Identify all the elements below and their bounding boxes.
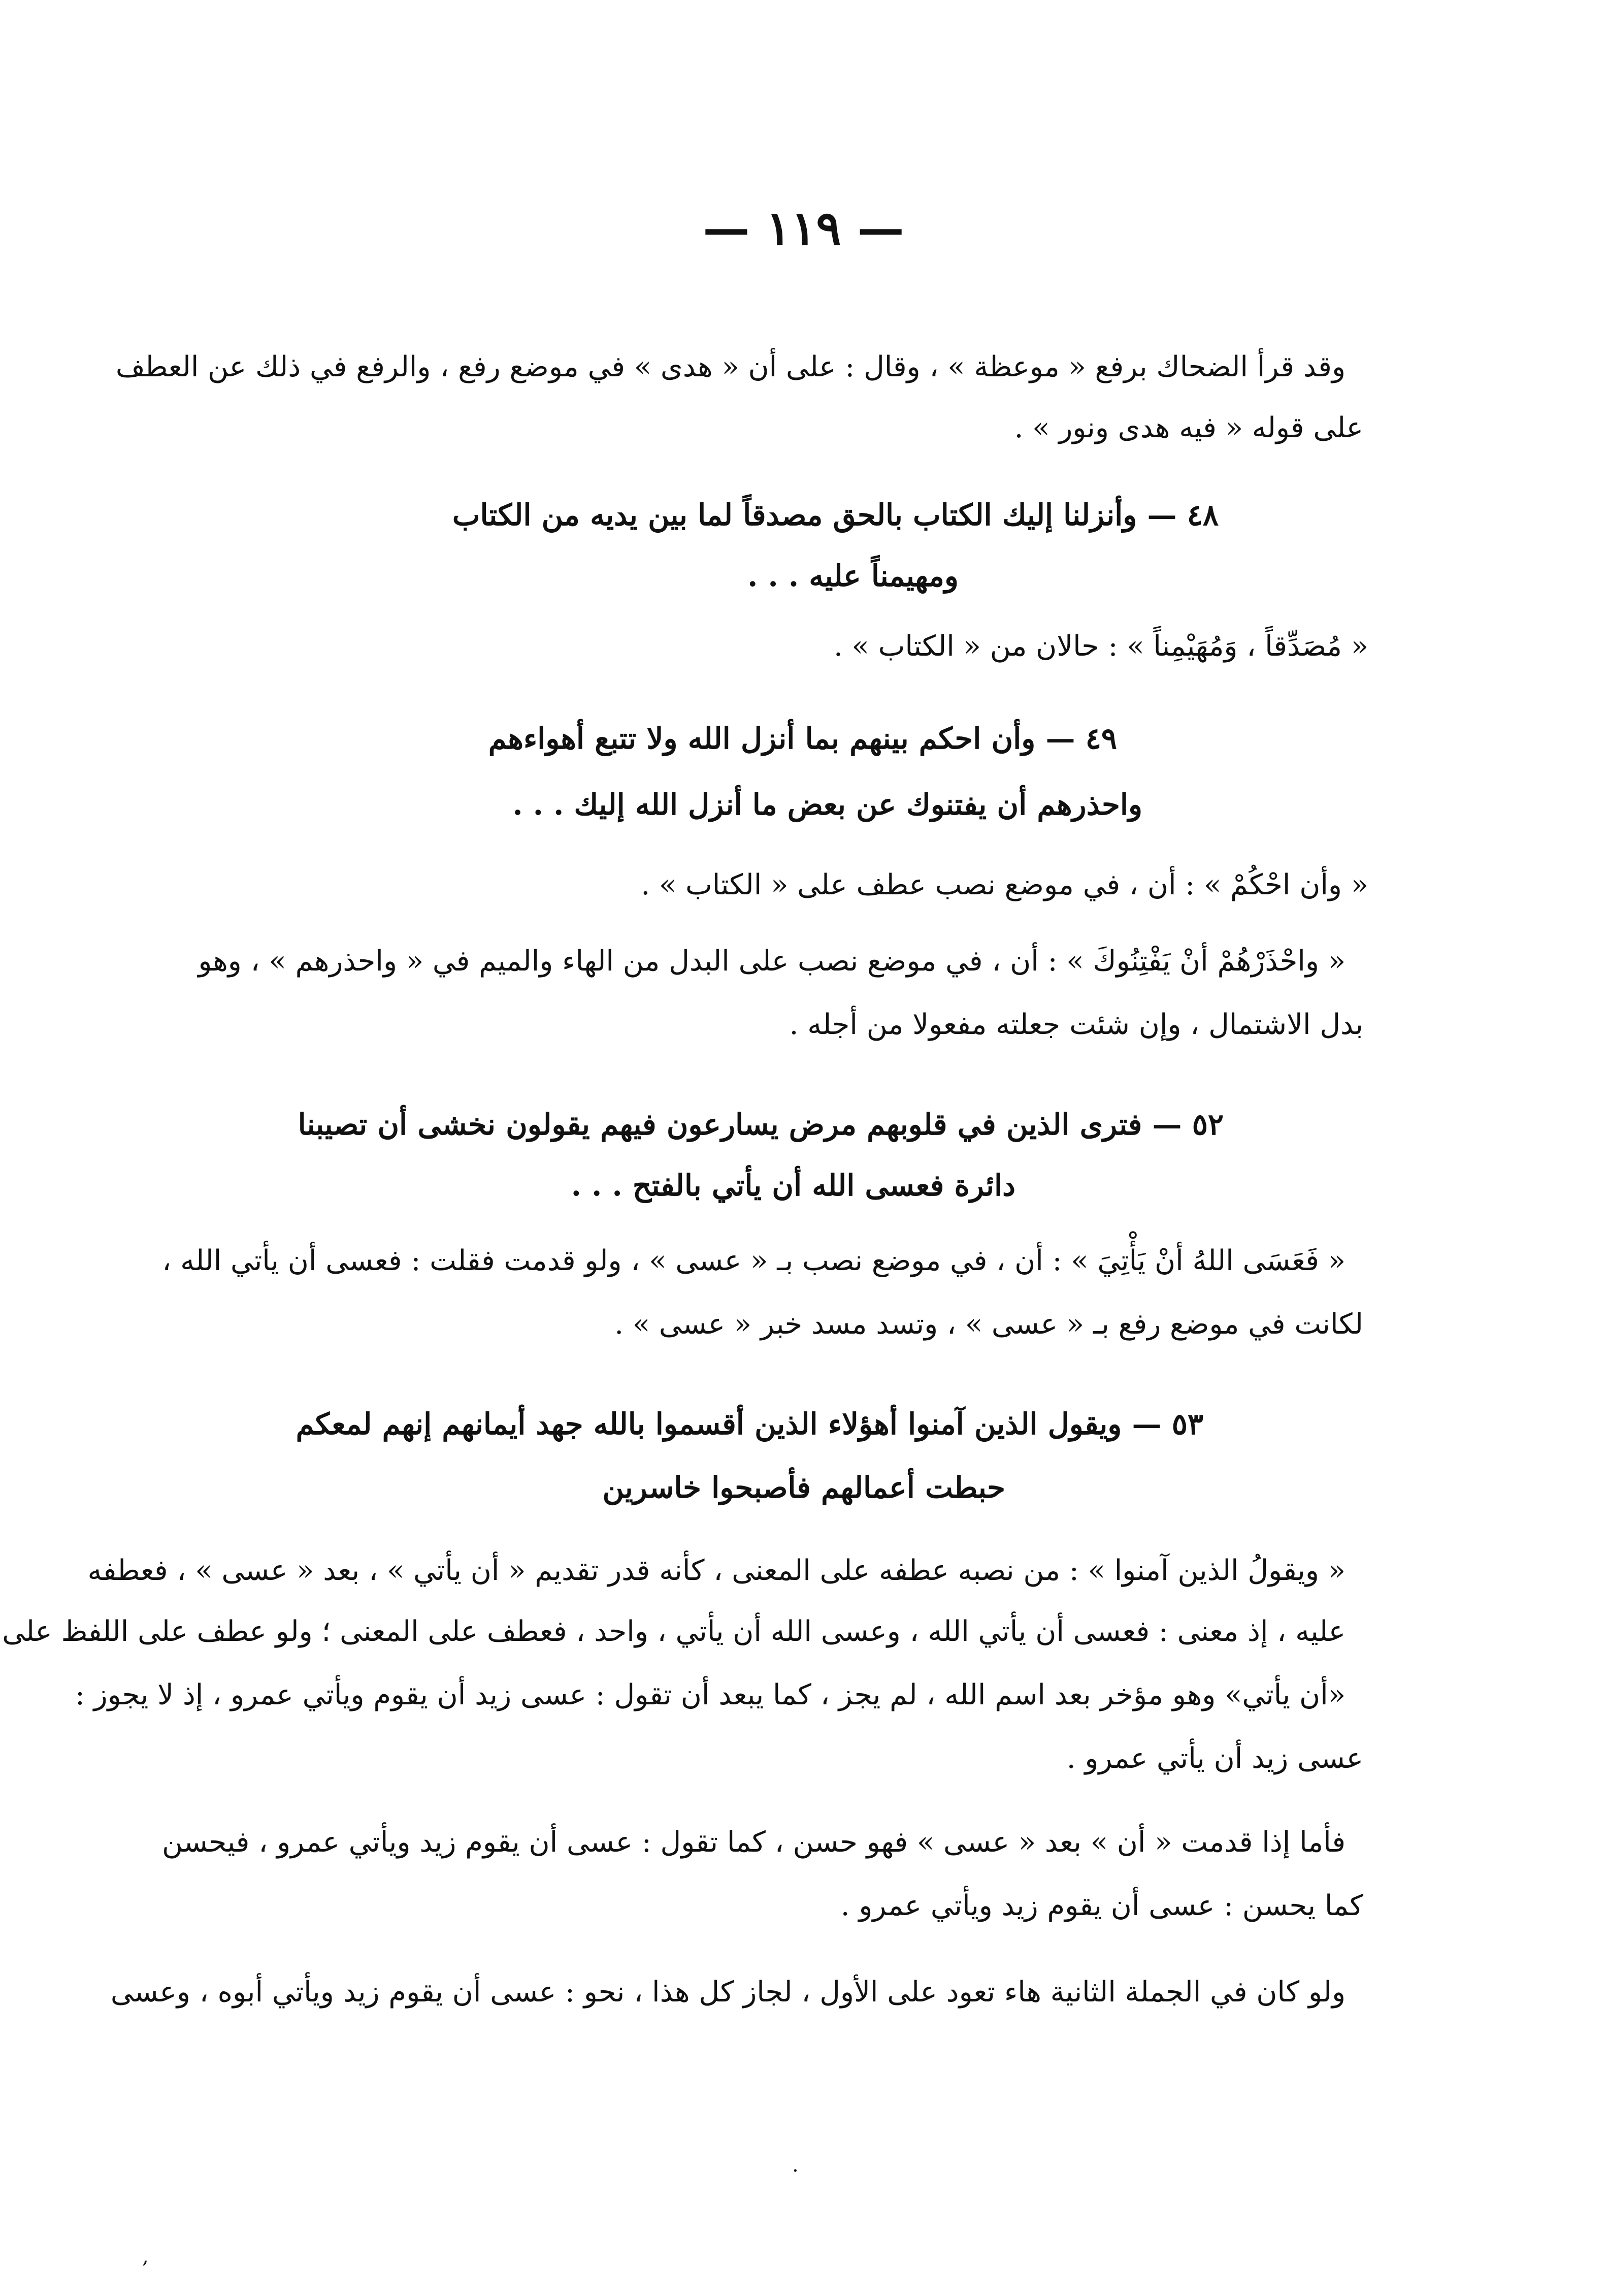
verse-line: حبطت أعمالهم فأصبحوا خاسرين	[602, 1470, 1005, 1505]
verse-line: ٥٣ — ويقول الذين آمنوا أهؤلاء الذين أقسموا بالله جهد أيمانهم إنهم لمعكم	[296, 1407, 1203, 1441]
text-line: وقد قرأ الضحاك برفع « موعظة » ، وقال : على أن « هدى » في موضع رفع ، والرفع في ذلك عن العطف	[115, 350, 1346, 383]
text-line: « فَعَسَى اللهُ أنْ يَأْتِيَ » : أن ، في موضع نصب بـ « عسى » ، ولو قدمت فقلت : فعسى أن يأتي الله ،	[162, 1244, 1346, 1277]
text-line: « وأن احْكُمْ » : أن ، في موضع نصب عطف على « الكتاب » .	[641, 868, 1368, 901]
text-line: « واحْذَرْهُمْ أنْ يَفْتِنُوكَ » : أن ، في موضع نصب على البدل من الهاء والميم في « واحذرهم » ، وهو	[198, 945, 1346, 978]
text-line: كما يحسن : عسى أن يقوم زيد ويأتي عمرو .	[840, 1889, 1363, 1922]
text-line: «أن يأتي» وهو مؤخر بعد اسم الله ، لم يجز ، كما يبعد أن تقول : عسى زيد أن يقوم ويأتي عمرو ، إذ لا يجوز :	[75, 1678, 1346, 1711]
text-line: على قوله « فيه هدى ونور » .	[1014, 411, 1363, 444]
verse-line: دائرة فعسى الله أن يأتي بالفتح . . .	[571, 1168, 1015, 1203]
verse-line: واحذرهم أن يفتنوك عن بعض ما أنزل الله إليك . . .	[512, 787, 1142, 822]
text-line: فأما إذا قدمت « أن » بعد « عسى » فهو حسن ، كما تقول : عسى أن يقوم زيد ويأتي عمرو ، فيحسن	[162, 1826, 1346, 1859]
verse-line: ٥٢ — فترى الذين في قلوبهم مرض يسارعون فيهم يقولون نخشى أن تصيبنا	[298, 1107, 1224, 1142]
page-number: — ١١٩ —	[703, 201, 904, 255]
text-line: عسى زيد أن يأتي عمرو .	[1066, 1742, 1363, 1775]
scan-speck: .	[792, 2153, 799, 2177]
verse-line: ٤٩ — وأن احكم بينهم بما أنزل الله ولا تتبع أهواءهم	[488, 721, 1117, 756]
text-line: ولو كان في الجملة الثانية هاء تعود على الأول ، لجاز كل هذا ، نحو : عسى أن يقوم زيد ويأتي أبوه ، وعسى	[110, 1976, 1346, 2009]
verse-line: ٤٨ — وأنزلنا إليك الكتاب بالحق مصدقاً لما بين يديه من الكتاب	[452, 498, 1219, 532]
text-line: عليه ، إذ معنى : فعسى أن يأتي الله ، وعسى الله أن يأتي ، واحد ، فعطف على المعنى ؛ ولو عطف على اللفظ على	[2, 1615, 1346, 1648]
text-line: لكانت في موضع رفع بـ « عسى » ، وتسد مسد خبر « عسى » .	[614, 1308, 1363, 1341]
scan-speck: ,	[142, 2245, 149, 2268]
text-line: بدل الاشتمال ، وإن شئت جعلته مفعولا من أجله .	[789, 1008, 1363, 1041]
text-line: « مُصَدِّقاً ، وَمُهَيْمِناً » : حالان من « الكتاب » .	[833, 630, 1368, 663]
text-line: « ويقولُ الذين آمنوا » : من نصبه عطفه على المعنى ، كأنه قدر تقديم « أن يأتي » ، بعد « عسى » ، فعطفه	[87, 1554, 1346, 1587]
verse-line: ومهيمناً عليه . . .	[747, 559, 959, 593]
